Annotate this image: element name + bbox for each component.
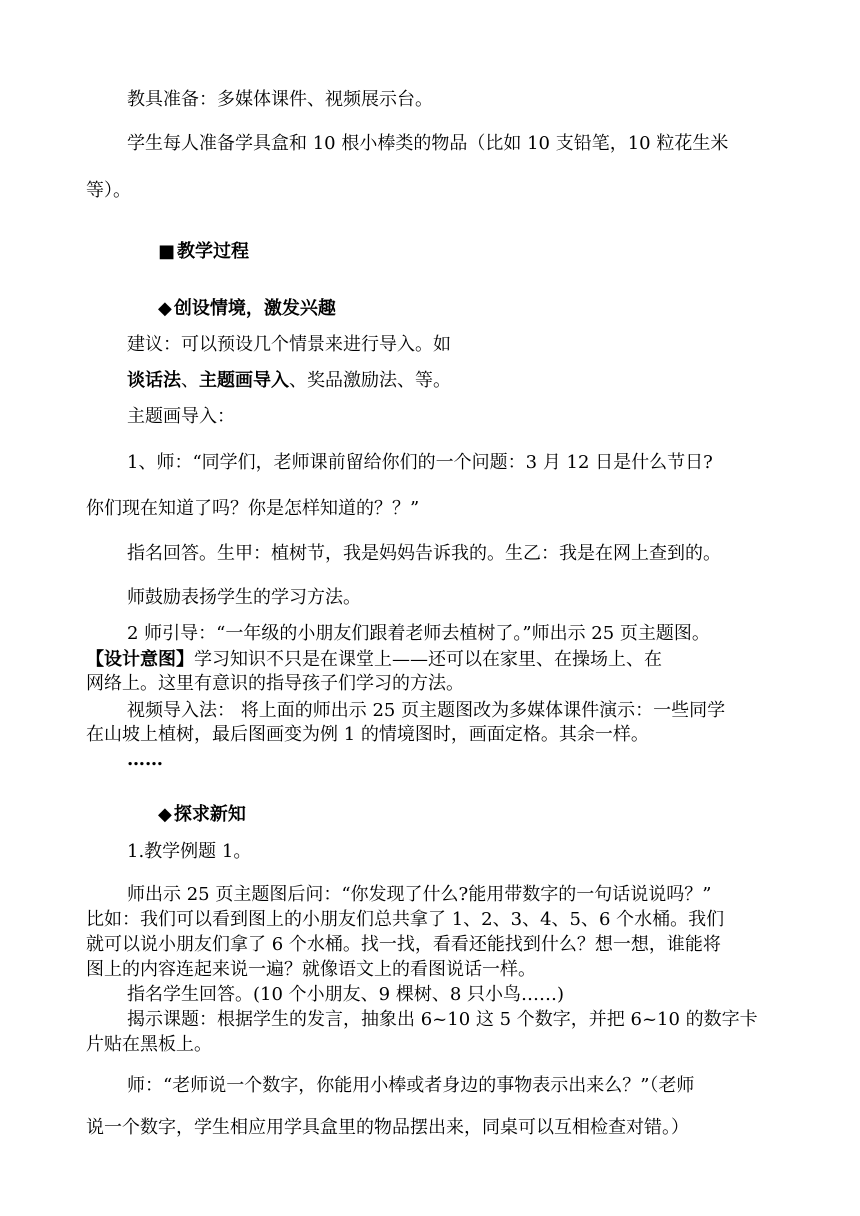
theme-intro-label: 主题画导入： [127, 406, 235, 427]
teacher-line-2: 说一个数字，学生相应用学具盒里的物品摆出来，同桌可以互相检查对错。） [86, 1117, 689, 1138]
method-talk: 谈话法 [127, 370, 181, 391]
methods-line [127, 369, 451, 393]
video-line-2: 在山坡上植树，最后图画变为例 1 的情境图时，画面定格。其余一样。 [86, 724, 649, 745]
subsection-title: 创设情境，激发兴趣 [173, 298, 336, 319]
method-separator: 、 [181, 370, 199, 391]
example-line-1: 师出示 25 页主题图后问：“你发现了什么?能用带数字的一句话说说吗？” [127, 884, 712, 905]
subsection-heading-situation [158, 297, 336, 321]
method-rest: 、奖品激励法、等。 [289, 370, 451, 391]
design-intent-line-1 [86, 648, 662, 672]
design-intent-label: 【设计意图】 [86, 649, 194, 670]
ellipsis-line: …… [127, 749, 163, 770]
square-bullet-icon: ■ [158, 241, 176, 262]
video-line-1: 视频导入法： 将上面的师出示 25 页主题图改为多媒体课件演示：一些同学 [127, 700, 726, 721]
section-heading-process [158, 240, 249, 264]
answer-line: 指名回答。生甲：植树节，我是妈妈告诉我的。生乙：我是在网上查到的。 [127, 543, 721, 564]
example-line-3: 就可以说小朋友们拿了 6 个水桶。找一找，看看还能找到什么？想一想，谁能将 [86, 934, 721, 955]
praise-line: 师鼓励表扬学生的学习方法。 [127, 587, 361, 608]
guide-line: 2 师引导：“一年级的小朋友们跟着老师去植树了。”师出示 25 页主题图。 [127, 623, 710, 644]
question-line-1: 1、师：“同学们，老师课前留给你们的一个问题：3 月 12 日是什么节日? [127, 452, 713, 473]
method-theme: 主题画导入 [199, 370, 289, 391]
question-line-2: 你们现在知道了吗？你是怎样知道的？？” [86, 498, 420, 519]
suggest-line: 建议：可以预设几个情景来进行导入。如 [127, 334, 451, 355]
teaching-tools-line: 教具准备：多媒体课件、视频展示台。 [127, 89, 433, 110]
student-prep-line-1: 学生每人准备学具盒和 10 根小棒类的物品（比如 10 支铅笔，10 粒花生米 [127, 133, 729, 154]
diamond-bullet-icon: ◆ [158, 298, 172, 319]
example-line-4: 图上的内容连起来说一遍？就像语文上的看图说话一样。 [86, 959, 536, 980]
example-line-5: 指名学生回答。(10 个小朋友、9 棵树、8 只小鸟……) [127, 984, 565, 1005]
example-line-2: 比如：我们可以看到图上的小朋友们总共拿了 1、2、3、4、5、6 个水桶。我们 [86, 909, 725, 930]
subsection-title: 探求新知 [173, 804, 246, 825]
diamond-bullet-icon: ◆ [158, 804, 172, 825]
example-line-6: 揭示课题：根据学生的发言，抽象出 6~10 这 5 个数字，并把 6~10 的数字卡 [127, 1009, 758, 1030]
section-title: 教学过程 [177, 241, 250, 262]
teacher-line-1: 师：“老师说一个数字，你能用小棒或者身边的事物表示出来么？”（老师 [127, 1075, 695, 1096]
design-intent-text-1: 学习知识不只是在课堂上——还可以在家里、在操场上、在 [194, 649, 662, 670]
example-title: 1.教学例题 1。 [127, 841, 252, 862]
example-line-7: 片贴在黑板上。 [86, 1034, 212, 1055]
subsection-heading-explore [158, 803, 246, 827]
design-intent-line-2: 网络上。这里有意识的指导孩子们学习的方法。 [86, 673, 464, 694]
student-prep-line-2: 等）。 [86, 180, 131, 201]
